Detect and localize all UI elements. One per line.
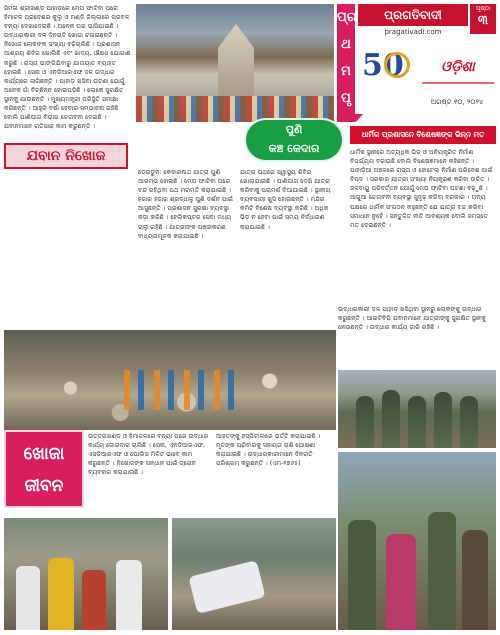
section-strip	[337, 4, 355, 122]
website-url: pragativadi.com	[384, 28, 442, 36]
person-figure	[16, 566, 40, 630]
person-figure	[386, 534, 416, 630]
kedar-line-2: କଞ୍ଚ କେଦାର	[268, 142, 320, 155]
page-number-box	[470, 4, 496, 34]
kedar-line-1: ପୁଣି	[285, 123, 303, 136]
article-expert-column	[350, 148, 496, 408]
itbp-soldiers-photo	[338, 370, 496, 448]
stretcher-rescue-photo	[338, 452, 496, 630]
section-char: ପୃ	[341, 91, 351, 106]
masthead	[358, 4, 496, 122]
article-text: ସିମଳା ଶ୍ରୀଖଣ୍ଡ ପାହାଡ଼ରେ ମେଘ ଫାଟିବା ପରେ ହିମାଚଳ ପ୍ରଦେଶର କୁଲୁ ଓ ମଣ୍ଡି ଜିଲ୍ଲାରେ ପ୍ରବଳ ବନ୍ୟା ଦେଖାଦେଇଛି । ଅନେକ ଘର ଭାସିଯାଇଛି । ଉଦ୍ଧାରକାରୀ ଦଳ ଦିନରାତି ଖୋଜା ଚଳାଇଛନ୍ତି । ନିଖୋଜ ଲୋକଙ୍କ ସଂଖ୍ୟା ବଢ଼ିଚାଲିଛି । ପ୍ରଶାସନ ଆଶ୍ରୟ ଶିବିର ଖୋଲିଛି ଏବଂ ଖାଦ୍ୟ, ଔଷଧ ଯୋଗାଣ କରୁଛି । ରାସ୍ତା ଭାଙ୍ଗିଯିବାରୁ ଯାତାୟାତ ବ୍ୟାହତ ହୋଇଛି । ସେନା ଓ ଏନଡିଆରଏଫ ଦଳ ଉଦ୍ଧାର କାର୍ଯ୍ୟରେ ଲାଗିଛନ୍ତି । ପାହାଡ଼ ଖସିବା ଘଟଣା ଯୋଗୁଁ ଅନେକ ଗାଁ ବିଚ୍ଛିନ୍ନ ହୋଇପଡ଼ିଛି । ଲୋକେ ସୁରକ୍ଷିତ ସ୍ଥାନକୁ ଯାଉଛନ୍ତି । ମୁଖ୍ୟମନ୍ତ୍ରୀ ପରିସ୍ଥିତି ସମୀକ୍ଷା କରିଛନ୍ତି । ଆହୁରି ବର୍ଷା ହେବାର ସମ୍ଭାବନା ରହିଛି ବୋଲି ପାଣିପାଗ ବିଭାଗ ଚେତାବନୀ ଦେଇଛି । ଯବାନମାନେ ରାତିସାରା କାମ କରୁଛନ୍ତି ।	[4, 5, 131, 131]
headline-search-life	[4, 430, 84, 508]
person-figure	[428, 512, 456, 630]
supplement-logo: ଓଡ଼ିଶା	[422, 50, 494, 84]
section-char: ମ	[341, 64, 351, 79]
article-search-column-1	[88, 432, 214, 516]
headline-line: ଖୋଜା	[23, 444, 65, 464]
person-figure	[116, 560, 142, 630]
article-rescue-column	[338, 305, 496, 367]
article-text: ଯାତ୍ରା ପଥରେ ସ୍ୱାସ୍ଥ୍ୟ ଶିବିର ଖୋଲାଯାଇଛି । ପାଣିପାଗ ଦେଖି ଯାତ୍ରା କରିବାକୁ ପରାମର୍ଶ ଦିଆଯାଇଛି । ସ୍ଥାନୀୟ ବ୍ୟବସାୟୀ ଖୁସି ହୋଇଛନ୍ତି । ମନ୍ଦିର କମିଟି ବିଶେଷ ବ୍ୟବସ୍ଥା କରିଛି । ଅଧିକ ଭିଡ଼ ନ ହେବା ପାଇଁ ସମୟ ନିର୍ଦ୍ଧାରଣ କରାଯାଇଛି ।	[240, 169, 331, 231]
article-text: ଉତ୍ତରାଖଣ୍ଡ ଓ ହିମାଚଳରେ ବନ୍ୟା ପରେ ଉଦ୍ଧାର କାର୍ଯ୍ୟ ଜୋରଦାର ଚାଲିଛି । ସେନା, ଏନଡିଆରଏଫ, ଏସଡିଆରଏଫ ଓ ପୋଲିସ ମିଳିତ ଭାବେ କାମ କରୁଛନ୍ତି । ନିଖୋଜଙ୍କ ସନ୍ଧାନ ପାଇଁ ଡ୍ରୋନ ବ୍ୟବହାର କରାଯାଉଛି ।	[88, 433, 209, 477]
soldier-figure	[460, 396, 478, 448]
article-text: ଉଦ୍ଧାରକାରୀ ଦଳ ପାହାଡ଼ ଖସିଥିବା ସ୍ଥାନରୁ ଲୋକଙ୍କୁ ଉଦ୍ଧାର କରୁଛନ୍ତି । ଆଇଟିବିପି ଯବାନମାନେ ଯାତ୍ରୀଙ୍କୁ ସୁରକ୍ଷିତ ସ୍ଥାନକୁ ନେଉଛନ୍ତି । ଉଦ୍ଧାର କାର୍ଯ୍ୟ ଜାରି ରହିଛି ।	[338, 306, 486, 332]
headline-line: ଜୀବନ	[24, 476, 64, 496]
rescue-debris-photo	[4, 330, 336, 430]
soldier-figure	[382, 390, 400, 448]
soldier-figure	[434, 392, 452, 448]
flood-car-photo	[172, 518, 336, 630]
issue-date: ଅଗଷ୍ଟ ୧୦, ୨୦୨୪	[430, 98, 484, 106]
anniversary-number: 50	[362, 48, 404, 83]
person-figure	[462, 530, 488, 630]
rescue-carry-photo	[4, 518, 168, 630]
article-text: ଆହତଙ୍କୁ ହସ୍ପିଟାଲରେ ଭର୍ତ୍ତି କରାଯାଇଛି । ମୃତଙ୍କ ପରିବାରକୁ ସହାୟତା ରାଶି ଘୋଷଣା କରାଯାଇଛି । ଉଦ୍ଧାରକାରୀମାନେ ଦିନରାତି ପରିଶ୍ରମ କରୁଛନ୍ତି । (ଏମ-୧୭୬୫)	[216, 433, 321, 468]
anniversary-ring-icon	[384, 52, 410, 78]
car-shape	[188, 560, 265, 614]
temple-shape	[206, 24, 266, 104]
person-figure	[348, 520, 376, 630]
page-label: ପୃଷ୍ଠା	[475, 5, 491, 12]
headline-soldier-missing: ଯବାନ ନିଖୋଜ	[4, 143, 128, 169]
article-search-column-2	[216, 432, 336, 516]
article-text: ଡେରାଡୁନ: କେଦାରନାଥ ଯାତ୍ରା ପୁଣି ଆରମ୍ଭ ହୋଇଛି । ମେଘ ଫାଟିବା ପରେ ବନ୍ଦ ରହିଥିବା ପଥ ମରାମତି କରାଯାଇଛି । ହଜାର ହଜାର ଶ୍ରଦ୍ଧାଳୁ ପୁଣି ଦର୍ଶନ ପାଇଁ ଆସୁଛନ୍ତି । ପ୍ରଶାସନ ସୁରକ୍ଷା ବ୍ୟବସ୍ଥା କଡ଼ା କରିଛି । ହେଲିକପ୍ଟର ସେବା ମଧ୍ୟ ଚାଲୁ ରହିଛି । ଯାତ୍ରୀଙ୍କ ପଞ୍ଜୀକରଣ ବାଧ୍ୟତାମୂଳକ କରାଯାଇଛି ।	[138, 169, 234, 240]
page-number: ୩	[477, 13, 489, 28]
soldier-figure	[356, 396, 374, 448]
rescuers-shape	[124, 370, 244, 410]
headline-kedar-badge	[244, 118, 344, 162]
person-figure	[48, 558, 74, 630]
soldier-figure	[408, 396, 426, 448]
person-figure	[82, 570, 106, 630]
kedarnath-temple-photo	[136, 4, 334, 122]
section-char: ପ୍ର	[337, 10, 357, 25]
article-text: ଧାର୍ମିକ ସ୍ଥାନରେ ଅତ୍ୟଧିକ ଭିଡ଼ ଓ ଅନିୟନ୍ତ୍ରିତ ନିର୍ମାଣ ବିପର୍ଯ୍ୟୟ ବଢ଼ାଉଛି ବୋଲି ବିଶେଷଜ୍ଞମାନେ କହିଛନ୍ତି । ପାହାଡ଼ିଆ ଅଞ୍ଚଳରେ ରାସ୍ତା ଓ ହୋଟେଲ ନିର୍ମାଣ ପରିବେଶ ପାଇଁ ବିପଦ । ସରକାର ଯାତ୍ରୀ ସଂଖ୍ୟା ନିୟନ୍ତ୍ରଣ କରିବା ଉଚିତ । ଜଳବାୟୁ ପରିବର୍ତ୍ତନ ଯୋଗୁଁ ମେଘ ଫାଟିବା ଘଟଣା ବଢ଼ୁଛି । ଆଗୁଆ ଚେତାବନୀ ବ୍ୟବସ୍ଥା ସୁଦୃଢ଼ କରିବା ଦରକାର । ଅନ୍ୟ ପକ୍ଷରେ ଧାର୍ମିକ ସଂଗଠନ କହୁଛନ୍ତି ଯେ ଯାତ୍ରା ବନ୍ଦ କରିବା ସମାଧାନ ନୁହେଁ । ସନ୍ତୁଳିତ ନୀତି ଆବଶ୍ୟକ ବୋଲି ସମସ୍ତେ ମତ ଦେଇଛନ୍ତି ।	[350, 149, 493, 229]
anniversary-badge	[362, 44, 412, 88]
section-char: ଥ	[341, 37, 351, 52]
chevron-down-icon	[349, 114, 363, 122]
brand-logo: ପ୍ରଗତିବାଦୀ	[358, 4, 468, 26]
headline-expert-opinion: ଧାର୍ମିକ ପ୍ରଶାସନେ ବିଶେଷଜ୍ଞଙ୍କ ଭିନ୍ନ ମତ	[350, 126, 496, 144]
